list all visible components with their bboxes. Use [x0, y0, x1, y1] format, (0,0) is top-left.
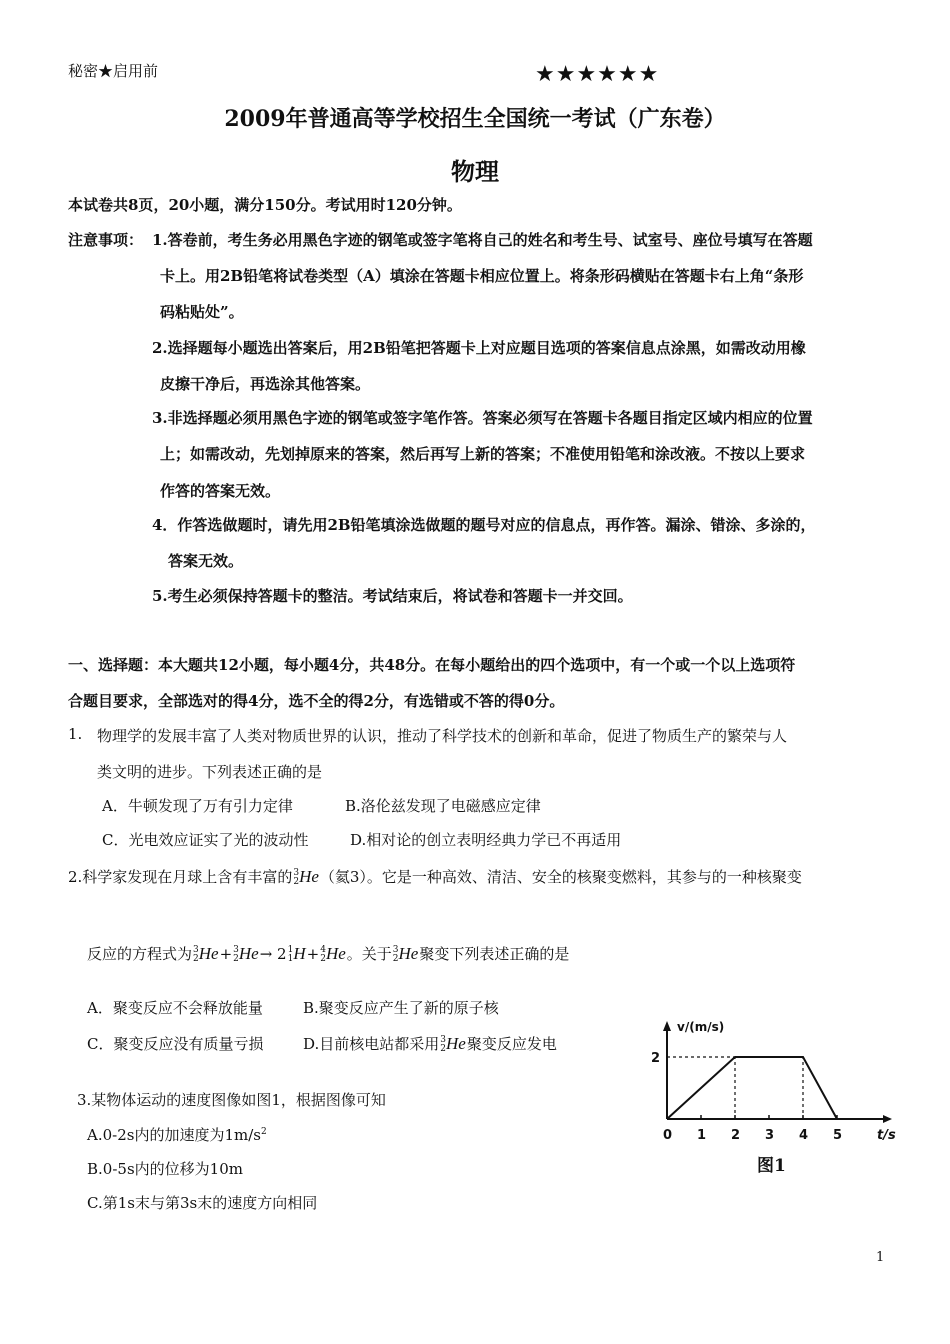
q1-option-d: D.相对论的创立表明经典力学已不再适用: [350, 831, 622, 849]
eq-he-b-sym: He: [238, 944, 259, 963]
eq-he-a-z: 2: [193, 954, 199, 964]
eq-plus-2: +: [306, 945, 320, 963]
eq-helium-3-a: [193, 944, 219, 964]
q2-stem-line-2-post: 聚变下列表述正确的是: [419, 945, 570, 963]
he3-z: 2: [440, 1044, 446, 1054]
eq-helium-4: [320, 944, 346, 964]
helium-3-isotope-2: [393, 944, 419, 964]
x-tick-label: 0: [663, 1128, 673, 1143]
x-tick-label: 3: [765, 1128, 775, 1143]
q1-number: 1.: [68, 725, 83, 743]
he-atomic-number: 2: [293, 877, 300, 887]
y-tick-label: 2: [651, 1051, 661, 1066]
section-1-line-2: 合题目要求，全部选对的得4分，选不全的得2分，有选错或不答的得0分。: [68, 692, 565, 710]
note-4-line-1: 4．作答选做题时，请先用2B铅笔填涂选做题的题号对应的信息点，再作答。漏涂、错涂、多涂的，: [152, 516, 816, 534]
q2-option-d-post: 聚变反应发电: [466, 1035, 557, 1053]
he2-sym: He: [398, 944, 419, 963]
x-tick-label: 2: [731, 1128, 741, 1143]
note-1-line-2: 卡上。用2B铅笔将试卷类型（A）填涂在答题卡相应位置上。将条形码横贴在答题卡右上角“条形: [160, 267, 804, 285]
q3-option-a: [87, 1124, 267, 1145]
note-1-line-1: 1.答卷前，考生务必用黑色字迹的钢笔或签字笔将自己的姓名和考生号、试室号、座位号填写在答题: [152, 231, 813, 249]
q3-option-a-sup: 2: [260, 1127, 267, 1137]
section-1-line-1: 一、选择题：本大题共12小题，每小题4分，共48分。在每小题给出的四个选项中，有一个或一个以上选项符: [68, 656, 796, 674]
he3-sym: He: [446, 1034, 466, 1053]
q1-option-b: B.洛伦兹发现了电磁感应定律: [345, 797, 541, 815]
q1-stem-line-2: 类文明的进步。下列表述正确的是: [97, 763, 323, 781]
eq-h-mass: 1: [287, 945, 294, 955]
velocity-time-chart: [645, 1015, 910, 1185]
eq-he4-z: 2: [320, 954, 326, 964]
eq-helium-3-b: [233, 944, 259, 964]
he2-mass: 3: [392, 945, 399, 955]
x-axis-arrow: [883, 1115, 892, 1123]
q3-stem: 3.某物体运动的速度图像如图1，根据图像可知: [77, 1091, 386, 1109]
exam-title: 2009年普通高等学校招生全国统一考试（广东卷）: [224, 106, 726, 132]
q2-option-a: A．聚变反应不会释放能量: [87, 999, 263, 1017]
q2-stem-line-1-pre: 2.科学家发现在月球上含有丰富的: [68, 868, 293, 886]
q2-option-d-pre: D.目前核电站都采用: [303, 1035, 440, 1053]
q2-option-b: B.聚变反应产生了新的原子核: [303, 999, 499, 1017]
q1-option-c: C．光电效应证实了光的波动性: [102, 831, 309, 849]
y-axis-arrow: [663, 1021, 671, 1031]
eq-he4-sym: He: [325, 944, 346, 963]
q2-stem-line-2: [87, 943, 569, 964]
q2-stem-line-1: [68, 866, 802, 887]
note-1-line-3: 码粘贴处”。: [160, 303, 244, 321]
q1-option-a: A．牛顿发现了万有引力定律: [102, 797, 293, 815]
x-tick-label: 4: [799, 1128, 809, 1143]
q3-option-b: B.0-5s内的位移为10m: [87, 1160, 243, 1178]
he3-mass: 3: [440, 1035, 446, 1045]
he2-z: 2: [392, 954, 399, 964]
secret-label: 秘密★启用前: [68, 62, 159, 80]
note-3-line-1: 3.非选择题必须用黑色字迹的钢笔或签字笔作答。答案必须写在答题卡各题目指定区域内相应的位置: [152, 409, 813, 427]
eq-plus-1: +: [219, 945, 233, 963]
q2-stem-line-1-post: （氦3）。它是一种高效、清洁、安全的核聚变燃料，其参与的一种核聚变: [319, 868, 802, 886]
note-5: 5.考生必须保持答题卡的整洁。考试结束后，将试卷和答题卡一并交回。: [152, 587, 633, 605]
x-axis-label: t/s: [877, 1128, 896, 1143]
eq-h-sym: H: [293, 944, 306, 963]
subject-title: 物理: [451, 157, 499, 186]
velocity-series-line: [667, 1057, 837, 1119]
eq-he-a-mass: 3: [193, 945, 199, 955]
x-tick-label: 1: [697, 1128, 707, 1143]
q2-option-d: [303, 1033, 557, 1054]
note-2-line-1: 2.选择题每小题选出答案后，用2B铅笔把答题卡上对应题目选项的答案信息点涂黑，如需改动用橡: [152, 339, 806, 357]
exam-info: 本试卷共8页，20小题，满分150分。考试用时120分钟。: [68, 196, 462, 214]
q1-stem-line-1: 物理学的发展丰富了人类对物质世界的认识，推动了科学技术的创新和革命，促进了物质生产的繁荣与人: [97, 727, 788, 745]
he-mass-number: 3: [293, 868, 300, 878]
eq-he-b-z: 2: [233, 954, 239, 964]
eq-he-b-mass: 3: [233, 945, 239, 955]
q2-option-c: C．聚变反应没有质量亏损: [87, 1035, 264, 1053]
q3-option-c: C.第1s末与第3s末的速度方向相同: [87, 1194, 318, 1212]
eq-he-a-sym: He: [198, 944, 219, 963]
eq-h-z: 1: [287, 954, 294, 964]
note-4-line-2: 答案无效。: [168, 552, 244, 570]
notes-label: 注意事项：: [68, 231, 144, 249]
page-number: 1: [876, 1250, 885, 1265]
x-tick-label: 5: [833, 1128, 843, 1143]
note-3-line-2: 上；如需改动，先划掉原来的答案，然后再写上新的答案；不准使用铅笔和涂改液。不按以上要求: [160, 445, 806, 463]
helium-3-isotope: [293, 867, 319, 887]
q2-stem-line-2-mid: 。关于: [346, 945, 392, 963]
velocity-time-svg: [645, 1015, 910, 1185]
figure-caption: 图1: [757, 1156, 786, 1176]
note-2-line-2: 皮擦干净后，再选涂其他答案。: [160, 375, 371, 393]
star-rating-mark: ★★★★★★: [535, 62, 660, 87]
eq-arrow: → 2: [259, 945, 287, 963]
q2-stem-line-2-pre: 反应的方程式为: [87, 945, 193, 963]
y-axis-label: v/(m/s): [677, 1020, 725, 1034]
he-symbol: He: [299, 867, 319, 886]
helium-3-isotope-3: [440, 1034, 466, 1054]
q3-option-a-text: A.0-2s内的加速度为1m/s: [87, 1126, 261, 1144]
eq-he4-mass: 4: [320, 945, 326, 955]
note-3-line-3: 作答的答案无效。: [160, 482, 281, 500]
eq-hydrogen-1: [288, 944, 306, 964]
